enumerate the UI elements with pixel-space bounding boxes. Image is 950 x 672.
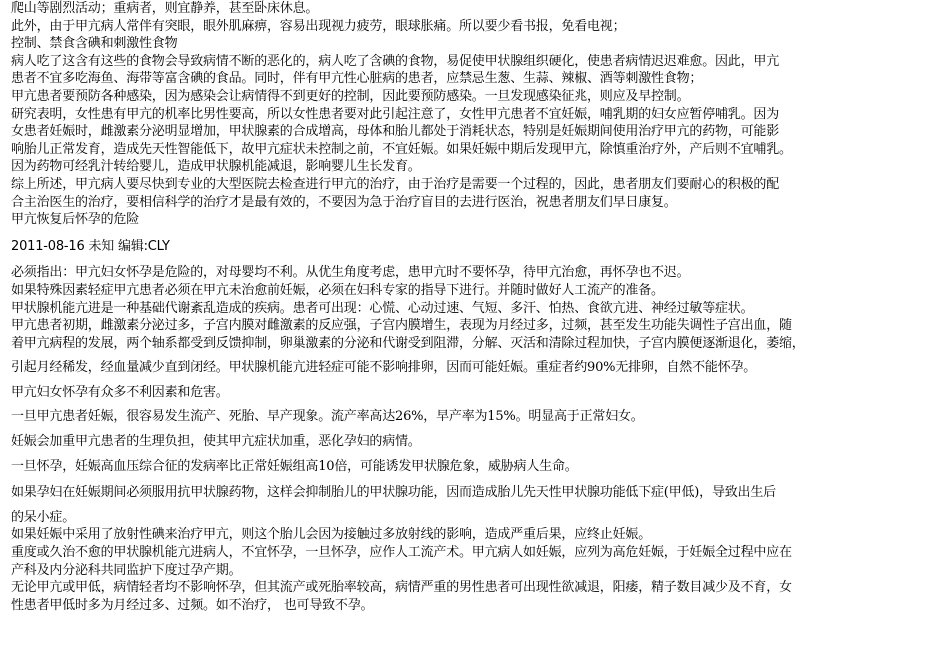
text-line: 合主治医生的治疗，要相信科学的治疗才是最有效的，不要因为急于治疗盲目的去进行医治，祝患者朋友们早日康复。 (11, 194, 677, 210)
text-line: 甲亢患者初期，雌激素分泌过多，子宫内膜对雌激素的反应强，子宫内膜增生，表现为月经过多，过频，甚至发生功能失调性子宫出血，随 (11, 318, 792, 334)
text-line: 病人吃了这含有这些的食物会导致病情不断的恶化的，病人吃了含碘的食物，易促使甲状腺组织硬化，使患者病情迟迟难愈。因此，甲亢 (11, 53, 780, 69)
text-line: 妊娠会加重甲亢患者的生理负担，使其甲亢症状加重，恶化孕妇的病情。 (11, 434, 421, 450)
text-line: 女患者妊娠时，雌激素分泌明显增加，甲状腺素的合成增高，母体和胎儿都处于消耗状态，特别是妊娠期间使用治疗甲亢的药物，可能影 (11, 124, 780, 140)
text-line: 研究表明，女性患有甲亢的机率比男性要高，所以女性患者要对此引起注意了，女性甲亢患者不宜妊娠，哺乳期的妇女应暂停哺乳。因为 (11, 106, 780, 122)
text-line: 性患者甲低时多为月经过多、过频。如不治疗， 也可导致不孕。 (11, 597, 374, 613)
text-line: 必须指出：甲亢妇女怀孕是危险的，对母婴均不利。从优生角度考虑，患甲亢时不要怀孕，待甲亢治愈，再怀孕也不迟。 (11, 265, 690, 281)
text-line: 综上所述，甲亢病人要尽快到专业的大型医院去检查进行甲亢的治疗，由于治疗是需要一个过程的，因此，患者朋友们要耐心的积极的配 (11, 176, 780, 192)
section-heading: 甲亢恢复后怀孕的危险 (11, 212, 140, 228)
text-line: 如果妊娠中采用了放射性碘来治疗甲亢，则这个胎儿会因为接触过多放射线的影响，造成严重后果，应终止妊娠。 (11, 527, 652, 543)
text-line: 响胎儿正常发育，造成先天性智能低下，故甲亢症状未控制之前，不宜妊娠。如果妊娠中期后发现甲亢，除慎重治疗外，产后则不宜哺乳。 (11, 141, 792, 157)
text-line: 无论甲亢或甲低，病情轻者均不影响怀孕，但其流产或死胎率较高，病情严重的男性患者可出现性欲减退，阳痿，精子数目减少及不育，女 (11, 580, 792, 596)
text-line: 如果孕妇在妊娠期间必须服用抗甲状腺药物，这样会抑制胎儿的甲状腺功能，因而造成胎儿先天性甲状腺功能低下症(甲低)，导致出生后 (11, 485, 776, 501)
text-line: 此外，由于甲亢病人常伴有突眼，眼外肌麻痹，容易出现视力疲劳，眼球胀痛。所以要少看书报，免看电视； (11, 18, 626, 34)
text-line: 引起月经稀发，经血量减少直到闭经。甲状腺机能亢进轻症可能不影响排卵，因而可能妊娠。重症者约90%无排卵，自然不能怀孕。 (11, 360, 757, 376)
article-meta: 2011-08-16 未知 编辑:CLY (11, 238, 170, 254)
text-line: 控制、禁食含碘和刺激性食物 (11, 36, 178, 52)
text-line: 如果特殊因素轻症甲亢患者必须在甲亢未治愈前妊娠，必须在妇科专家的指导下进行。并随时做好人工流产的准备。 (11, 282, 664, 298)
text-line: 着甲亢病程的发展，两个轴系都受到反馈抑制，卵巢激素的分泌和代谢受到阻滞，分解、灭活和清除过程加快，子宫内膜便逐渐退化，萎缩， (11, 335, 805, 351)
text-line: 一旦怀孕，妊娠高血压综合征的发病率比正常妊娠组高10倍，可能诱发甲状腺危象，威胁病人生命。 (11, 458, 578, 474)
article-body (11, 0, 941, 614)
text-line: 一旦甲亢患者妊娠，很容易发生流产、死胎、早产现象。流产率高达26%，早产率为15%。明显高于正常妇女。 (11, 409, 644, 425)
text-line: 甲亢患者要预防各种感染，因为感染会让病情得不到更好的控制，因此要预防感染。一旦发现感染征兆，则应及早控制。 (11, 88, 690, 104)
text-line: 患者不宜多吃海鱼、海带等富含碘的食品。同时，伴有甲亢性心脏病的患者，应禁忌生葱、生蒜、辣椒、酒等刺激性食物； (11, 71, 703, 87)
text-line: 产科及内分泌科共同监护下度过孕产期。 (11, 562, 242, 578)
text-line: 爬山等剧烈活动；重病者，则宜静养，甚至卧床休息。 (11, 1, 319, 16)
text-line: 的呆小症。 (11, 509, 76, 525)
text-line: 甲状腺机能亢进是一种基础代谢紊乱造成的疾病。患者可出现：心慌、心动过速、气短、多汗、怕热、食欲亢进、神经过敏等症状。 (11, 300, 754, 316)
text-line: 因为药物可经乳汁转给婴儿，造成甲状腺机能减退，影响婴儿生长发育。 (11, 159, 421, 175)
text-line: 重度或久治不愈的甲状腺机能亢进病人，不宜怀孕，一旦怀孕，应作人工流产术。甲亢病人如妊娠，应列为高危妊娠，于妊娠全过程中应在 (11, 545, 792, 561)
text-line: 甲亢妇女怀孕有众多不利因素和危害。 (11, 384, 229, 400)
